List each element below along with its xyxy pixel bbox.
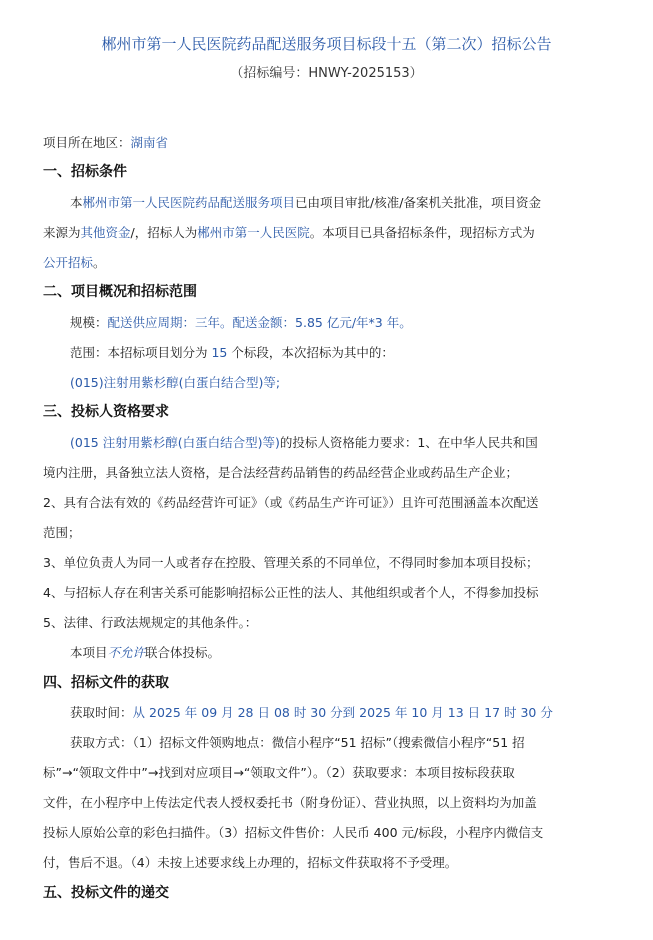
section-1-para-line-3 — [43, 254, 106, 272]
text: 本项目 — [70, 645, 108, 660]
section-2-heading: 二、项目概况和招标范围 — [43, 284, 197, 300]
page-title: 郴州市第一人民医院药品配送服务项目标段十五（第二次）招标公告 — [101, 35, 552, 53]
text: 已由项目审批/核准/备案机关批准，项目资金 — [295, 195, 541, 210]
text: 本 — [70, 195, 83, 210]
qualification-line-7: 5、法律、行政法规规定的其他条件。： — [43, 615, 258, 630]
lot-line: (015)注射用紫杉醇(白蛋白结合型)等; — [70, 375, 281, 390]
project-name: 郴州市第一人民医院药品配送服务项目 — [82, 195, 296, 210]
qualification-line-3: 2、具有合法有效的《药品经营许可证》（或《药品生产许可证》）且许可范围涵盖本次配送 — [43, 495, 539, 510]
fund-source: 其他资金 — [80, 225, 131, 240]
section-4-heading: 四、招标文件的获取 — [43, 675, 169, 691]
text: 。本项目已具备招标条件，现招标方式为 — [309, 225, 535, 240]
text: 来源为 — [43, 225, 81, 240]
consortium-line — [70, 644, 220, 662]
lot-count: 15 — [211, 345, 228, 360]
region-value: 湖南省 — [130, 135, 169, 150]
section-1-para-line-1 — [70, 194, 541, 212]
qualification-line-2: 境内注册，具备独立法人资格，是合法经营药品销售的药品经营企业或药品生产企业； — [43, 465, 519, 480]
region-label: 项目所在地区： — [43, 135, 131, 150]
project-region — [43, 134, 168, 152]
text: /，招标人为 — [130, 225, 198, 240]
scale-label: 规模： — [70, 315, 108, 330]
acquire-method-line-2: 标”→“领取文件中”→找到对应项目→“领取文件”）。（2）获取要求：本项目按标段获取 — [43, 765, 515, 780]
text: 。 — [93, 255, 106, 270]
scale-value: 配送供应周期：三年。配送金额：5.85 亿元/年*3 年。 — [107, 315, 412, 330]
consortium-status: 不允许 — [107, 645, 146, 660]
acquire-method-line-1: 获取方式：（1）招标文件领购地点：微信小程序“51 招标”（搜索微信小程序“51 招 — [70, 735, 525, 750]
lot-name: (015 注射用紫杉醇(白蛋白结合型)等) — [70, 435, 280, 450]
section-5-heading: 五、投标文件的递交 — [43, 885, 169, 901]
text: 范围：本招标项目划分为 — [70, 345, 212, 360]
tenderer-name: 郴州市第一人民医院 — [197, 225, 310, 240]
tender-method: 公开招标 — [43, 255, 94, 270]
text: 的投标人资格能力要求：1、在中华人民共和国 — [279, 435, 538, 450]
range-line — [70, 344, 394, 362]
text: 联合体投标。 — [145, 645, 221, 660]
acquire-method-line-4: 投标人原始公章的彩色扫描件。（3）招标文件售价：人民币 400 元/标段，小程序内微信支 — [43, 825, 544, 840]
qualification-line-5: 3、单位负责人为同一人或者存在控股、管理关系的不同单位，不得同时参加本项目投标； — [43, 555, 539, 570]
section-1-para-line-2 — [43, 224, 535, 242]
scale-line — [70, 314, 412, 332]
text: 个标段，本次招标为其中的： — [227, 345, 394, 360]
tender-number: （招标编号：HNWY-2025153） — [230, 66, 423, 81]
acquire-method-line-5: 付，售后不退。（4）未按上述要求线上办理的，招标文件获取将不予受理。 — [43, 855, 458, 870]
section-1-heading: 一、招标条件 — [43, 164, 127, 180]
qualification-line-1 — [70, 434, 538, 452]
qualification-line-6: 4、与招标人存在利害关系可能影响招标公正性的法人、其他组织或者个人，不得参加投标 — [43, 585, 539, 600]
qualification-line-4: 范围； — [43, 525, 81, 540]
section-3-heading: 三、投标人资格要求 — [43, 404, 169, 420]
acquire-time-line — [70, 704, 553, 722]
time-label: 获取时间： — [70, 705, 133, 720]
time-value: 从 2025 年 09 月 28 日 08 时 30 分到 2025 年 10 月 13 日 17 时 30 分 — [132, 705, 553, 720]
acquire-method-line-3: 文件，在小程序中上传法定代表人授权委托书（附身份证）、营业执照，以上资料均为加盖 — [43, 795, 537, 810]
